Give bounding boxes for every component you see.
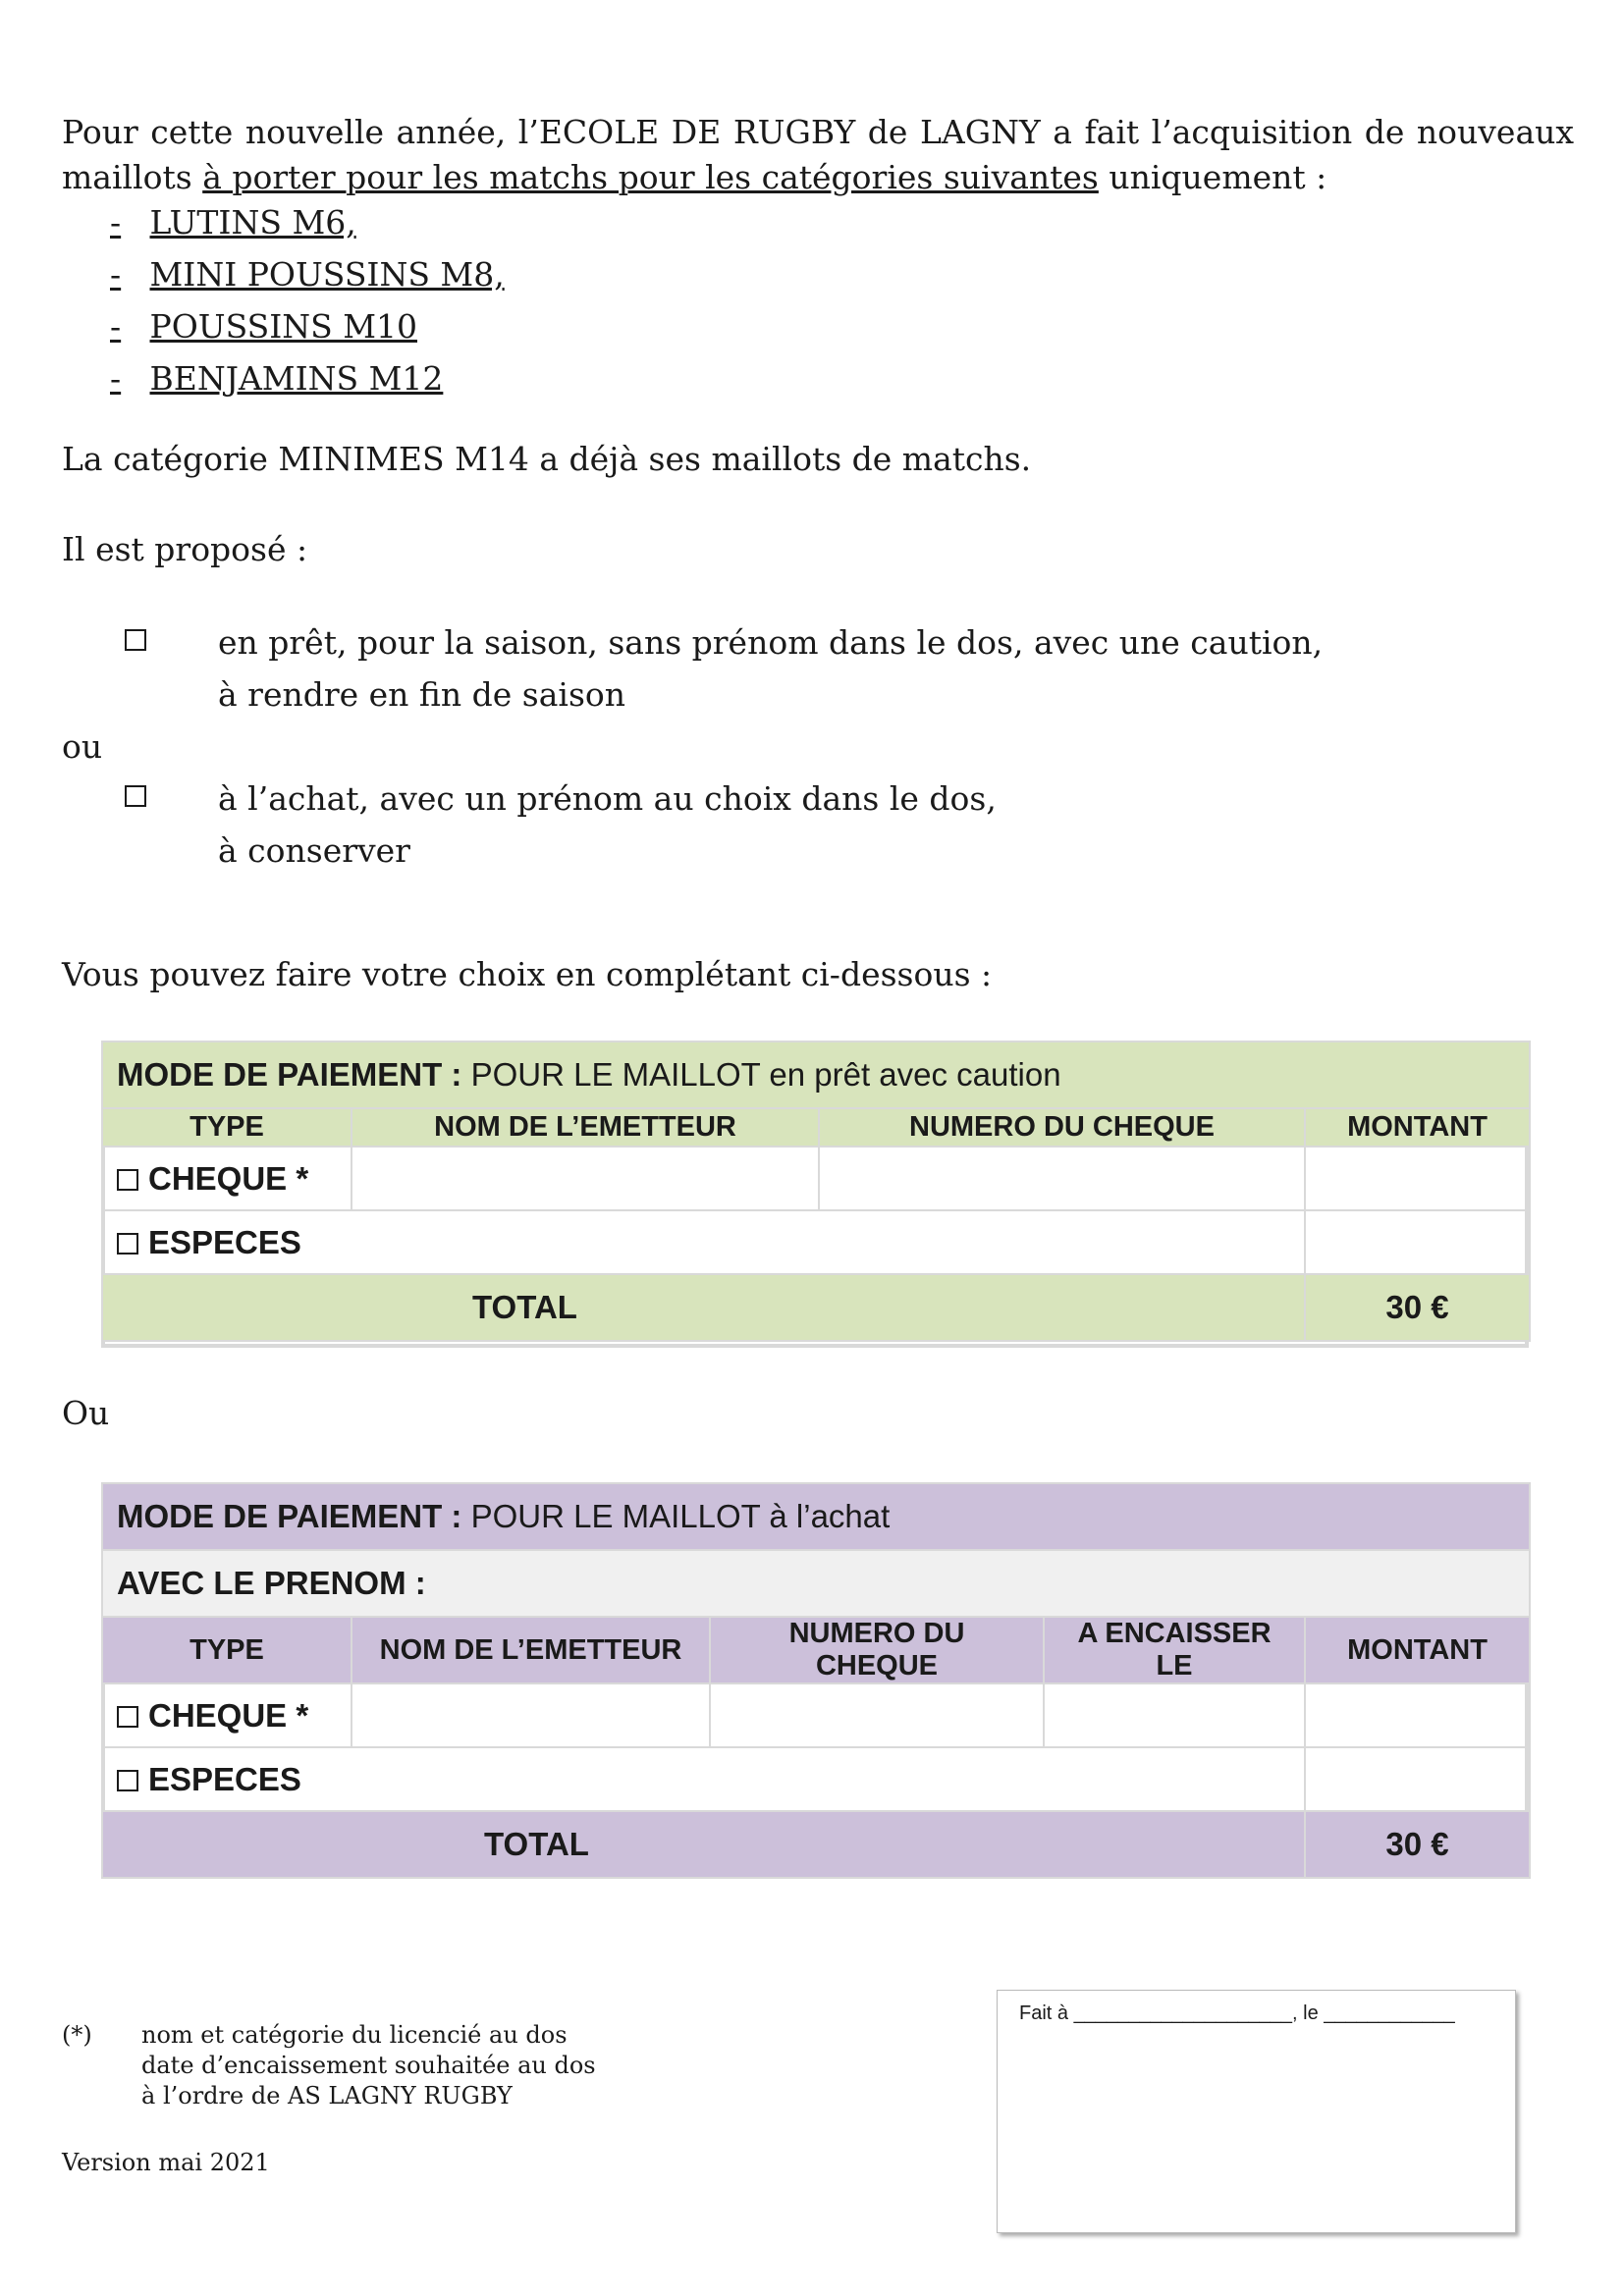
- table2-row-especes[interactable]: ESPECES: [102, 1747, 1305, 1811]
- signature-place-date[interactable]: Fait à ____________________, le ____________: [1019, 2002, 1455, 2024]
- footnote-line: à l’ordre de AS LAGNY RUGBY: [141, 2082, 513, 2109]
- table1-emetteur-input[interactable]: [352, 1147, 819, 1210]
- table1-col-numero: NUMERO DU CHEQUE: [819, 1108, 1305, 1147]
- especes-checkbox[interactable]: [117, 1233, 138, 1255]
- option-loan-line1: en prêt, pour la saison, sans prénom dans le dos, avec une caution,: [218, 623, 1324, 662]
- option-loan-line2: à rendre en fin de saison: [218, 675, 626, 714]
- footnote-marker: (*): [62, 2021, 92, 2049]
- cheque-checkbox[interactable]: [117, 1169, 138, 1191]
- table2-title: MODE DE PAIEMENT : POUR LE MAILLOT à l’achat: [102, 1483, 1530, 1550]
- intro-paragraph: [62, 110, 1574, 200]
- footnote-line: nom et catégorie du licencié au dos: [141, 2021, 568, 2049]
- option-purchase-checkbox[interactable]: [125, 785, 146, 807]
- table2-col-encaisser: A ENCAISSER LE: [1044, 1617, 1305, 1683]
- cheque-checkbox[interactable]: [117, 1706, 138, 1728]
- table2-col-numero: NUMERO DU CHEQUE: [710, 1617, 1044, 1683]
- table1-col-emetteur: NOM DE L’EMETTEUR: [352, 1108, 819, 1147]
- option-purchase-line2: à conserver: [218, 831, 410, 870]
- option-loan-checkbox[interactable]: [125, 629, 146, 651]
- category-label: BENJAMINS M12: [149, 359, 444, 398]
- ou-small: ou: [62, 727, 103, 766]
- list-item: - LUTINS M6,: [110, 203, 356, 241]
- table2-col-emetteur: NOM DE L’EMETTEUR: [352, 1617, 710, 1683]
- table1-title: MODE DE PAIEMENT : POUR LE MAILLOT en prêt avec caution: [102, 1041, 1530, 1108]
- table2-numero-input[interactable]: [710, 1683, 1044, 1747]
- table1-col-type: TYPE: [102, 1108, 352, 1147]
- intro-text-before: Pour cette nouvelle année, l’ECOLE DE RUGBY de LAGNY a fait l’acquisition de nouveaux maillots: [62, 113, 1574, 196]
- minimes-note: La catégorie MINIMES M14 a déjà ses maillots de matchs.: [62, 440, 1032, 478]
- footnote-line: date d’encaissement souhaitée au dos: [141, 2052, 596, 2079]
- table1-total-value: 30 €: [1305, 1274, 1530, 1341]
- table1-row-especes[interactable]: ESPECES: [102, 1210, 1305, 1274]
- table2-prenom-row[interactable]: AVEC LE PRENOM :: [102, 1550, 1530, 1617]
- table1-montant-input[interactable]: [1305, 1147, 1530, 1210]
- ou-big: Ou: [62, 1394, 110, 1432]
- category-list: [110, 196, 505, 404]
- category-label: MINI POUSSINS M8,: [149, 255, 505, 294]
- version-label: Version mai 2021: [62, 2149, 270, 2176]
- signature-box[interactable]: [997, 1990, 1516, 2233]
- proposed-label: Il est proposé :: [62, 530, 308, 568]
- especes-checkbox[interactable]: [117, 1770, 138, 1791]
- table2-total-label: TOTAL: [102, 1811, 1305, 1878]
- table2-especes-montant-input[interactable]: [1305, 1747, 1530, 1811]
- intro-underlined: à porter pour les matchs pour les catégories suivantes: [202, 158, 1099, 196]
- intro-text-after: uniquement :: [1098, 158, 1327, 196]
- table1-numero-input[interactable]: [819, 1147, 1305, 1210]
- table1-col-montant: MONTANT: [1305, 1108, 1530, 1147]
- table1-especes-montant-input[interactable]: [1305, 1210, 1530, 1274]
- option-purchase-line1: à l’achat, avec un prénom au choix dans le dos,: [218, 779, 997, 818]
- payment-table-loan: [101, 1041, 1531, 1342]
- table2-emetteur-input[interactable]: [352, 1683, 710, 1747]
- table1-total-label: TOTAL: [102, 1274, 1305, 1341]
- choice-text: Vous pouvez faire votre choix en complétant ci-dessous :: [62, 955, 993, 993]
- list-item: - POUSSINS M10: [110, 307, 417, 346]
- table2-montant-input[interactable]: [1305, 1683, 1530, 1747]
- table2-total-value: 30 €: [1305, 1811, 1530, 1878]
- table2-encaisser-input[interactable]: [1044, 1683, 1305, 1747]
- table1-row-cheque[interactable]: CHEQUE *: [102, 1147, 352, 1210]
- category-label: LUTINS M6,: [149, 203, 356, 241]
- category-label: POUSSINS M10: [149, 307, 417, 346]
- list-item: - MINI POUSSINS M8,: [110, 255, 505, 294]
- table2-row-cheque[interactable]: CHEQUE *: [102, 1683, 352, 1747]
- table2-col-montant: MONTANT: [1305, 1617, 1530, 1683]
- table2-col-type: TYPE: [102, 1617, 352, 1683]
- payment-table-purchase: [101, 1482, 1531, 1879]
- list-item: - BENJAMINS M12: [110, 359, 444, 398]
